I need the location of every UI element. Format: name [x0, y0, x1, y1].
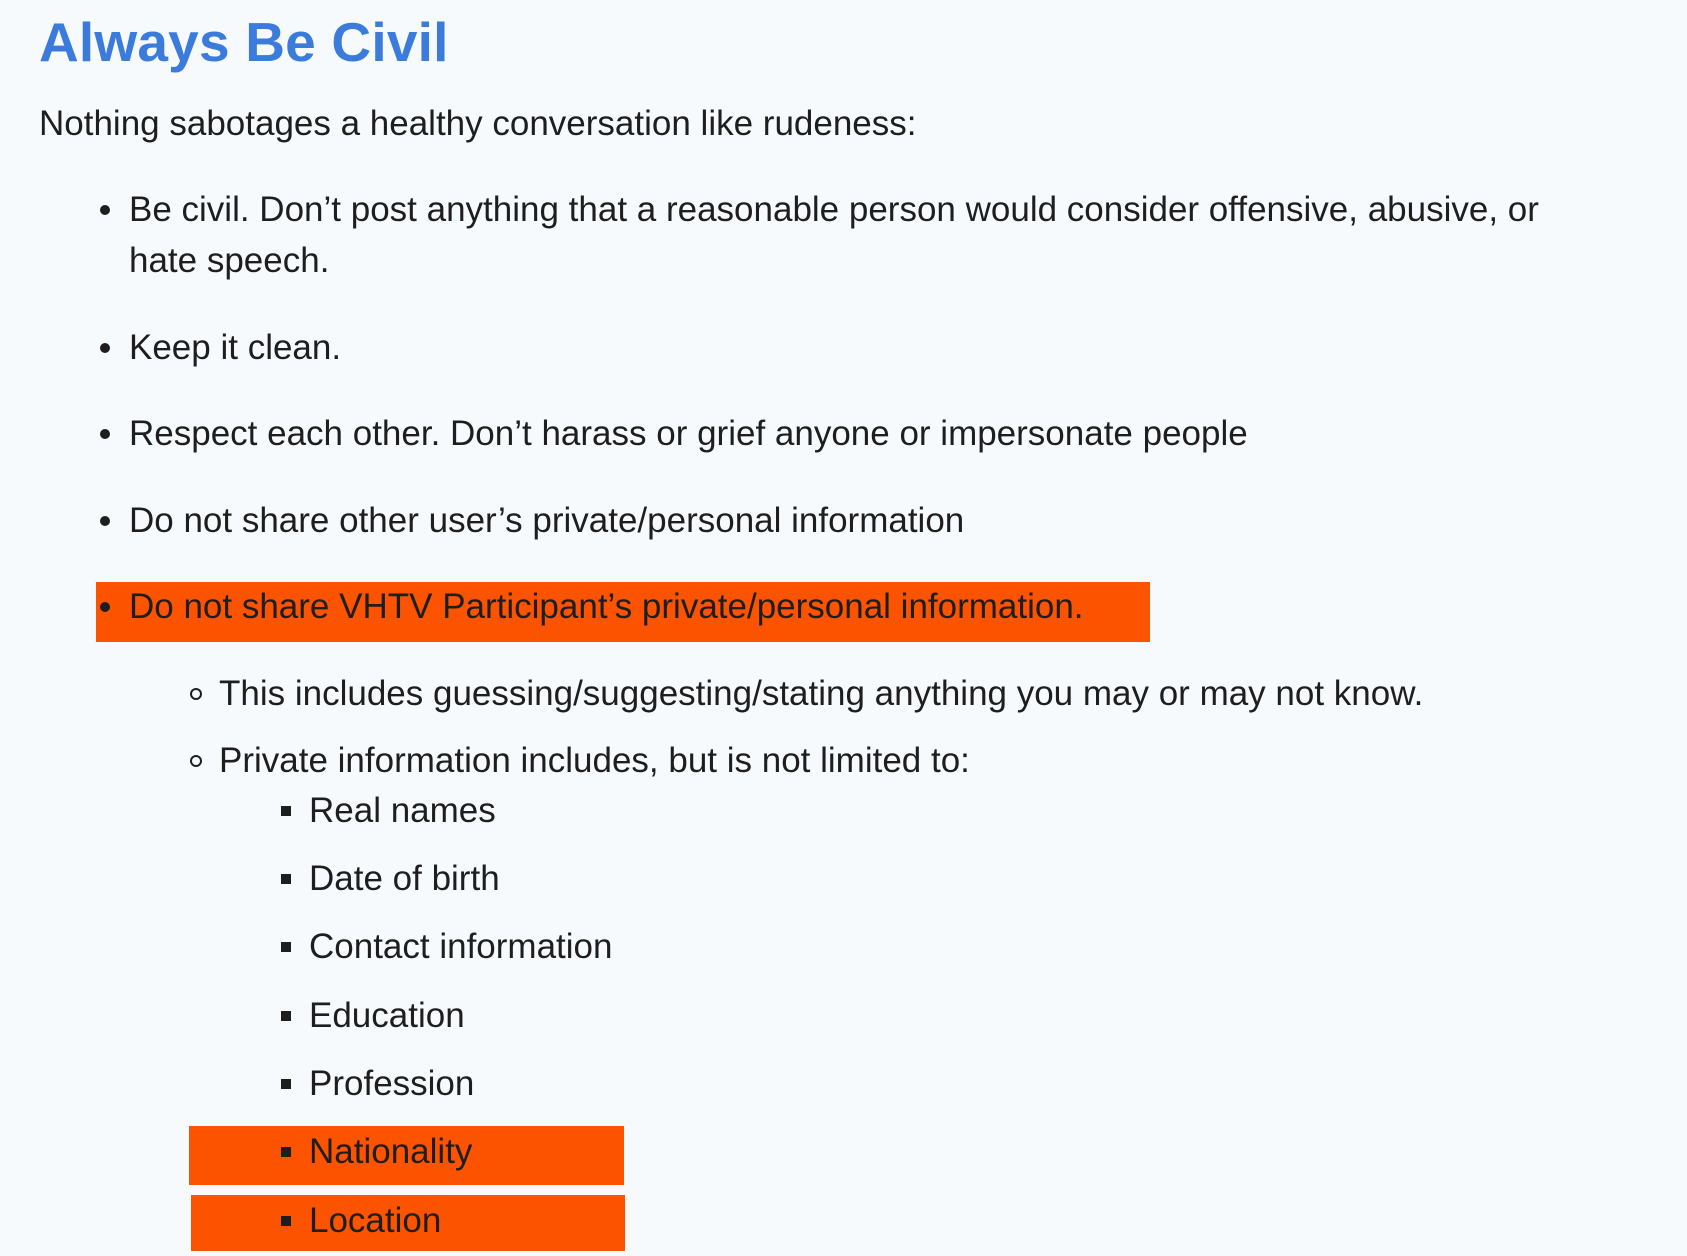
bullet-disc [100, 602, 110, 612]
bullet-square [281, 806, 291, 816]
bullet-circle [190, 688, 202, 700]
rule-item: Keep it clean. [129, 328, 342, 367]
private-info-item: Contact information [309, 927, 613, 966]
bullet-disc [100, 343, 110, 353]
rule-item: Be civil. Don’t post anything that a reasonable person would consider offensive, abusive, or [129, 190, 1539, 229]
bullet-circle [190, 755, 202, 767]
bullet-square [281, 1216, 291, 1226]
bullet-disc [100, 429, 110, 439]
bullet-square [281, 1011, 291, 1021]
bullet-disc [100, 516, 110, 526]
bullet-disc [100, 205, 110, 215]
bullet-square [281, 942, 291, 952]
rule-item-continuation: hate speech. [129, 241, 330, 280]
sub-point: Private information includes, but is not limited to: [219, 741, 970, 780]
private-info-item: Education [309, 996, 465, 1035]
private-info-item: Profession [309, 1064, 475, 1103]
sub-point: This includes guessing/suggesting/stating anything you may or may not know. [219, 674, 1424, 713]
rule-item-highlighted: Do not share VHTV Participant’s private/personal information. [129, 587, 1084, 626]
private-info-item-highlighted: Nationality [309, 1132, 473, 1171]
bullet-square [281, 874, 291, 884]
intro-paragraph: Nothing sabotages a healthy conversation like rudeness: [39, 104, 917, 143]
rule-item: Respect each other. Don’t harass or grief anyone or impersonate people [129, 414, 1248, 453]
section-heading: Always Be Civil [39, 11, 449, 73]
private-info-item-highlighted: Location [309, 1201, 442, 1240]
private-info-item: Date of birth [309, 859, 500, 898]
rule-item: Do not share other user’s private/personal information [129, 501, 965, 540]
private-info-item: Real names [309, 791, 496, 830]
bullet-square [281, 1147, 291, 1157]
bullet-square [281, 1079, 291, 1089]
